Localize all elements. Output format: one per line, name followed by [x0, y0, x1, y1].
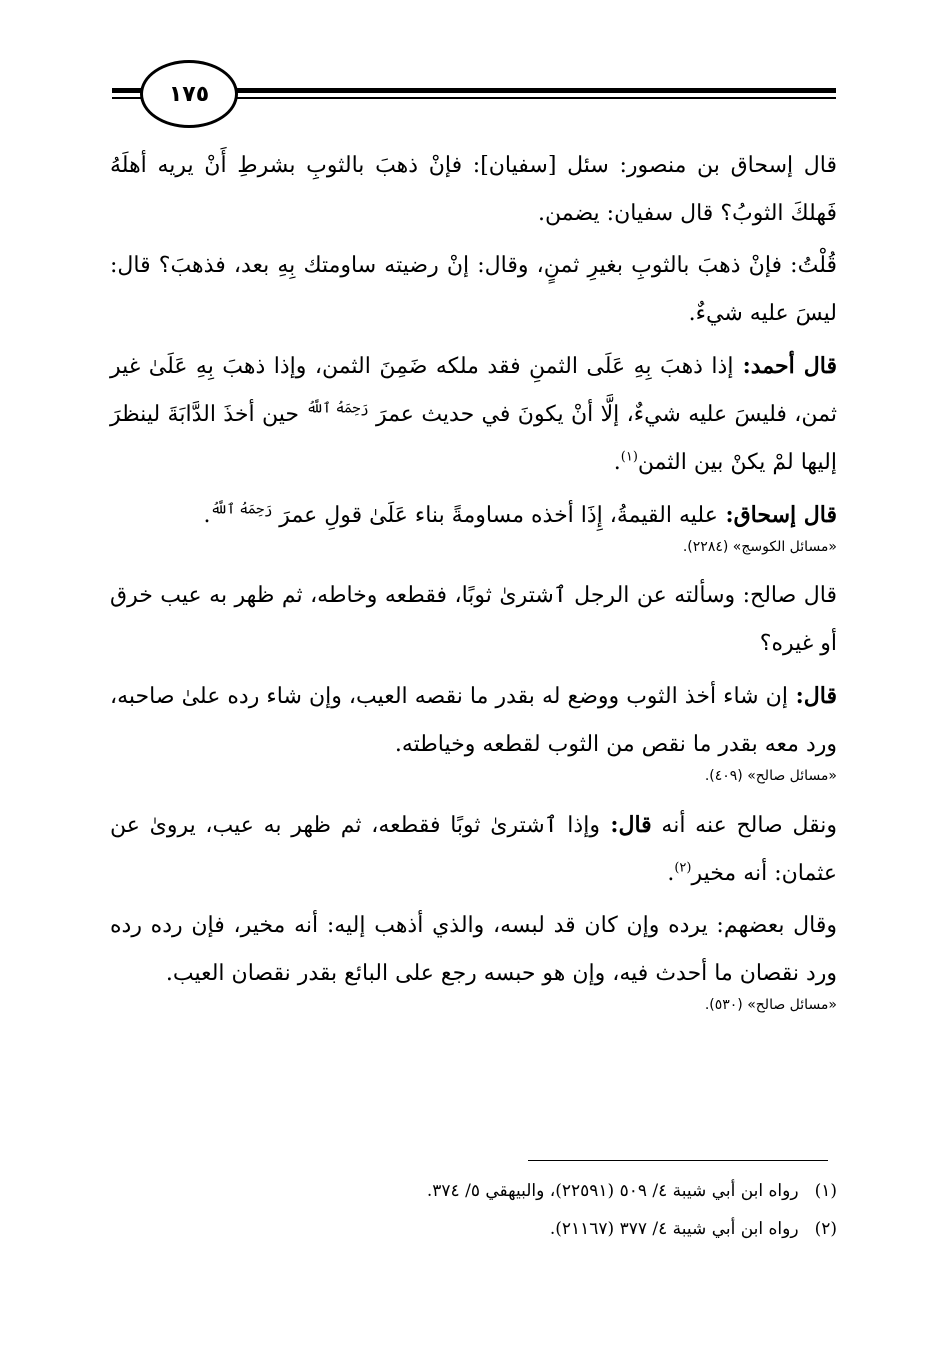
source-citation: «مسائل صالح» (٥٣٠).	[704, 997, 837, 1013]
paragraph	[110, 491, 837, 540]
footnote-ref: (١)	[620, 449, 638, 465]
text-run: عليه القيمةُ، إِذَا أخذه مساومةً بناء عَلَىٰ قولِ عمرَ	[272, 503, 718, 528]
footnotes	[140, 1172, 837, 1248]
text-run: .	[667, 861, 675, 886]
text-run: وإذا ٱشترىٰ ثوبًا فقطعه، ثم ظهر به عيب، يروىٰ عن عثمان: أنه مخير	[110, 813, 837, 886]
source-citation: «مسائل الكوسج» (٢٢٨٤).	[682, 539, 837, 555]
footnote	[140, 1210, 837, 1248]
text-run: .	[613, 450, 621, 475]
text-run: حين أخذَ الدَّابَةَ لينظرَ إليها لمْ يكنْ بين الثمن	[110, 402, 837, 475]
speaker-label: قال أحمد:	[733, 353, 838, 379]
honorific: رَحِمَهُ ٱللَّهُ	[210, 501, 273, 518]
source-citation: «مسائل صالح» (٤٠٩).	[704, 768, 837, 784]
honorific: رَحِمَهُ ٱللَّهُ	[306, 400, 369, 417]
speaker-label: قال:	[787, 683, 837, 709]
footnote-mark: (٢)	[814, 1219, 837, 1239]
paragraph	[110, 342, 837, 487]
paragraph	[110, 672, 837, 769]
paragraph	[110, 902, 837, 998]
text-run: إذا ذهبَ بِهِ عَلَى الثمنِ فقد ملكه ضَمِنَ الثمن، وإذا ذهبَ بِهِ عَلَىٰ غير ثمن، فليسَ عليه شيءٌ، إلَّا أنْ يكونَ في حديث عمرَ	[110, 354, 838, 427]
text-run: قال إسحاق بن منصور: سئل [سفيان]: فإنْ ذهبَ بالثوبِ بشرطِ أَنْ يريه أهلَهُ فَهلكَ الثوبُ؟ قال سفيان: يضمن.	[110, 153, 837, 226]
text-run: وقال بعضهم: يرده وإن كان قد لبسه، والذي أذهب إليه: أنه مخير، فإن رده رده ورد نقصان ما أحدث فيه، وإن هو حبسه رجع على البائع بقدر نقصان العيب.	[110, 913, 837, 986]
footnote-text: رواه ابن أبي شيبة ٤/ ٣٧٧ (٢١١٦٧).	[549, 1219, 799, 1239]
page-header	[0, 0, 949, 140]
paragraph	[110, 242, 837, 338]
main-text	[110, 142, 837, 1030]
text-run: إن شاء أخذ الثوب ووضع له بقدر ما نقصه العيب، وإن شاء رده علىٰ صاحبه، ورد معه بقدر ما نقص من الثوب لقطعه وخياطته.	[110, 684, 837, 757]
text-run: قال صالح: وسألته عن الرجل ٱشترىٰ ثوبًا، فقطعه وخاطه، ثم ظهر به عيب خرق أو غيره؟	[110, 583, 837, 656]
footnote-separator	[528, 1160, 828, 1161]
text-run: .	[203, 503, 211, 528]
speaker-label: قال إسحاق:	[717, 502, 837, 528]
footnote-mark: (١)	[814, 1181, 837, 1201]
footnote-text: رواه ابن أبي شيبة ٤/ ٥٠٩ (٢٢٥٩١)، والبيهقي ٥/ ٣٧٤.	[426, 1181, 799, 1201]
page-number-badge	[140, 60, 238, 128]
speaker-label: قال:	[599, 812, 652, 838]
text-run: ونقل صالح عنه أنه	[651, 813, 837, 838]
footnote	[140, 1172, 837, 1210]
footnote-ref: (٢)	[674, 860, 692, 876]
page-number: ١٧٥	[168, 81, 210, 107]
paragraph	[110, 142, 837, 238]
paragraph	[110, 801, 837, 898]
paragraph	[110, 572, 837, 668]
text-run: قُلْتُ: فإنْ ذهبَ بالثوبِ بغيرِ ثمنٍ، وقال: إنْ رضيته ساومتك بِهِ بعد، فذهبَ؟ قال: ليسَ عليه شيءٌ.	[110, 253, 837, 326]
